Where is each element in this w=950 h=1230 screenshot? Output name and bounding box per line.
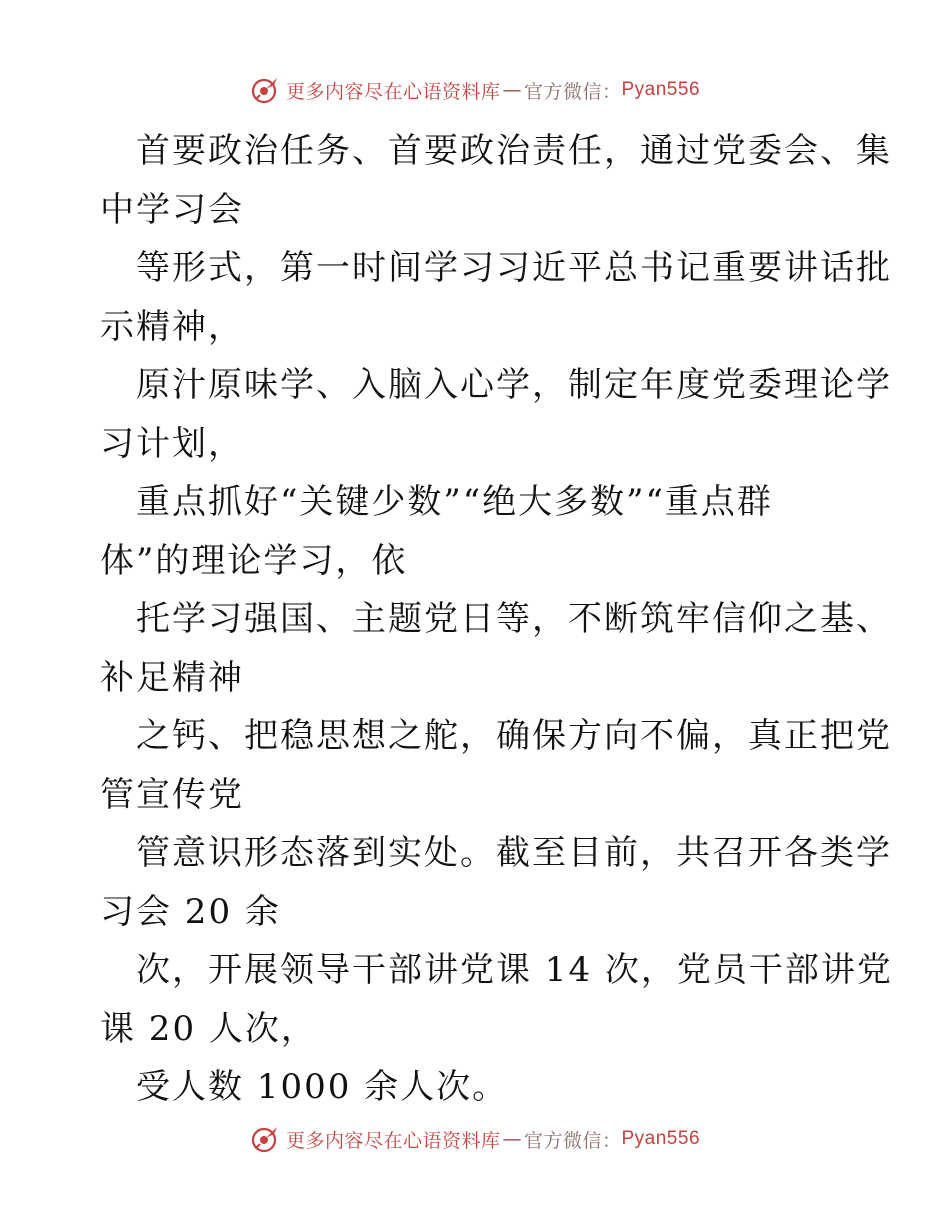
body-line: 示精神，	[100, 306, 244, 347]
body-line: 习计划，	[100, 423, 244, 464]
body-line: 之钙、把稳思想之舵，确保方向不偏，真正把党	[136, 716, 892, 756]
body-line: 管宣传党	[100, 774, 244, 815]
watermark-brand: 更多内容尽在心语资料库	[285, 80, 501, 103]
body-line: 首要政治任务、首要政治责任，通过党委会、集	[136, 131, 892, 171]
watermark-label: 官方微信：	[523, 80, 622, 103]
watermark-dash: —	[502, 79, 522, 101]
body-line: 次，开展领导干部讲党课 14 次，党员干部讲党	[136, 950, 893, 990]
body-line: 中学习会	[100, 189, 244, 230]
watermark-label: 官方微信：	[523, 1129, 622, 1152]
body-line: 重点抓好“关键少数”“绝大多数”“重点群	[136, 482, 773, 522]
watermark-brand: 更多内容尽在心语资料库	[285, 1129, 501, 1152]
watermark-id: Pyan556	[621, 1128, 701, 1149]
body-line: 等形式，第一时间学习习近平总书记重要讲话批	[136, 248, 892, 288]
body-line: 管意识形态落到实处。截至目前，共召开各类学	[136, 833, 892, 873]
body-line: 受人数 1000 余人次。	[136, 1067, 509, 1107]
body-line: 补足精神	[100, 657, 244, 698]
footer-watermark	[0, 1119, 950, 1159]
body-line: 体”的理论学习，依	[100, 540, 408, 581]
document-body	[100, 122, 893, 1117]
body-line: 课 20 人次，	[100, 1008, 317, 1049]
body-line: 托学习强国、主题党日等，不断筑牢信仰之基、	[136, 599, 892, 639]
body-line: 原汁原味学、入脑入心学，制定年度党委理论学	[136, 365, 892, 405]
watermark-dash: —	[502, 1128, 522, 1150]
quill-logo-icon	[250, 75, 280, 105]
header-watermark	[0, 70, 950, 110]
quill-logo-icon	[250, 1124, 280, 1154]
body-line: 习会 20 余	[100, 891, 281, 932]
watermark-id: Pyan556	[621, 79, 701, 100]
